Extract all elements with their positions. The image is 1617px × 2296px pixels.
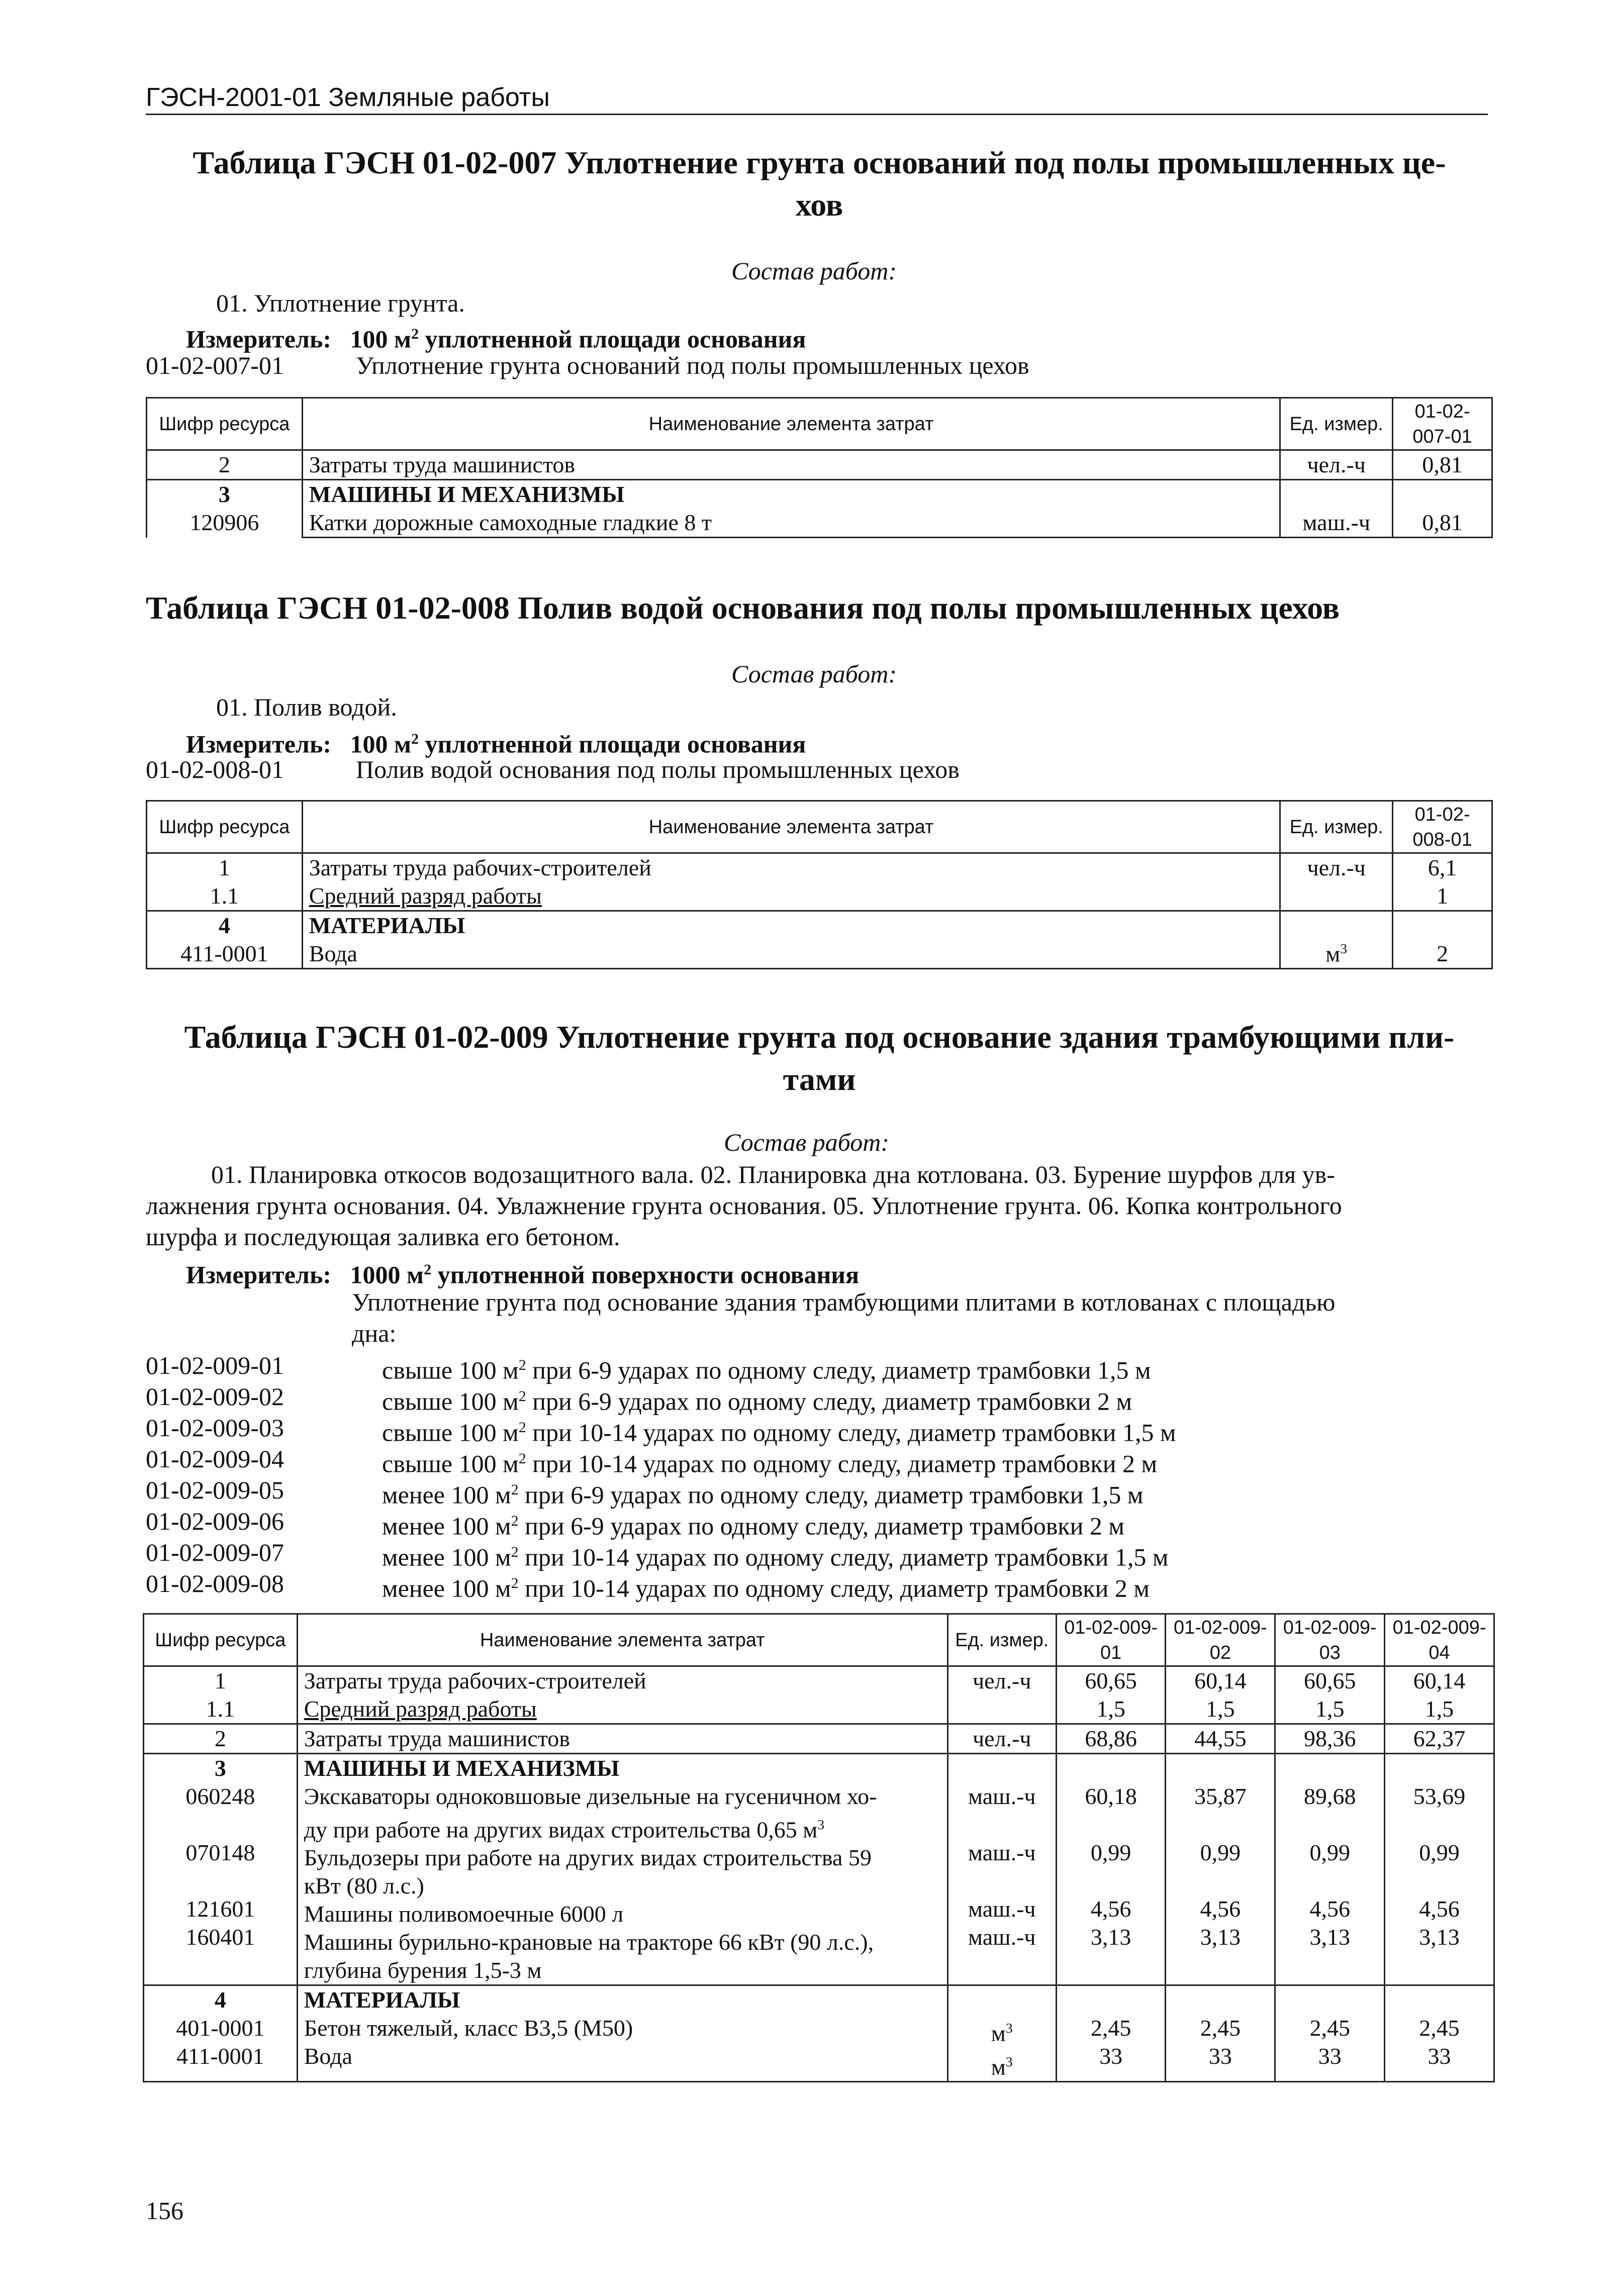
row-value: 98,36 [1275,1724,1385,1754]
spec-row [146,1381,284,1412]
spec-row [146,1350,284,1381]
value: 2,45 [1309,2015,1350,2041]
row-unit [1280,911,1393,969]
t9-title-line2: тами [783,1061,856,1097]
resource-name-part: ду при работе на других видах строительства 0,65 м [304,1817,818,1843]
value: 60,18 [1085,1783,1137,1809]
spec-sup: 2 [518,1419,526,1436]
t7-measure [186,319,806,355]
resource-code: 121601 [185,1896,255,1922]
spec-code: 01-02-009-06 [146,1507,284,1535]
unit-sup: 3 [1005,2053,1013,2069]
header-divider [146,114,1488,115]
t9-measure [186,1254,859,1290]
t8-head-name: Наименование элемента затрат [302,801,1280,853]
table-row [144,1724,1494,1754]
row-name [297,1985,947,2082]
value: 3,13 [1309,1924,1350,1950]
spec-code: 01-02-009-07 [146,1538,284,1566]
resource-name: Средний разряд работы [309,883,542,909]
t7-head-code: Шифр ресурса [147,398,303,450]
resource-code: 1 [218,855,230,880]
t9-head-col: 01-02-009-02 [1166,1614,1275,1666]
spec-desc [382,1568,1150,1604]
t7-title-line2: хов [795,187,843,223]
row-value [1166,1754,1275,1985]
row-value: 0,81 [1393,450,1492,480]
spec-code: 01-02-009-02 [146,1382,284,1411]
resource-name: Катки дорожные самоходные гладкие 8 т [309,510,712,535]
t7-measure-pre: 100 м [350,325,412,353]
spec-pre: свыше 100 м [382,1418,519,1447]
spec-row [146,1412,284,1443]
t8-table [146,800,1493,969]
t9-measure-pre: 1000 м [350,1260,424,1289]
spec-post: при 6-9 ударах по одному следу, диаметр трамбовки 2 м [525,1512,1124,1540]
row-code [147,911,303,969]
row-value [1385,1754,1494,1985]
value: 3,13 [1200,1924,1241,1950]
value: 33 [1428,2043,1451,2069]
t9-header-row [144,1614,1494,1666]
resource-name: глубина бурения 1,5-3 м [304,1957,542,1983]
t7-table [146,397,1493,538]
resource-code: 411-0001 [176,2043,264,2069]
t9-work [146,1159,1493,1252]
spec-code: 01-02-009-04 [146,1445,284,1473]
section-code: 3 [218,481,230,507]
value: 35,87 [1194,1783,1247,1809]
resource-name: Затраты труда рабочих-строителей [309,855,651,880]
row-name: Затраты труда машинистов [302,450,1280,480]
value: 60,65 [1303,1668,1356,1693]
spec-sup: 2 [518,1388,526,1405]
t9-intro-line: дна: [352,1319,397,1347]
t9-title-line1: Таблица ГЭСН 01-02-009 Уплотнение грунта под основание здания трамбующими пли- [184,1019,1455,1055]
t7-head-unit: Ед. измер. [1280,398,1393,450]
t8-title: Таблица ГЭСН 01-02-008 Полив водой основания под полы промышленных цехов [146,590,1340,626]
running-header: ГЭСН-2001-01 Земляные работы [146,83,550,112]
t9-head-code: Шифр ресурса [144,1614,298,1666]
t9-measure-sup: 2 [424,1261,432,1278]
value: 4,56 [1200,1896,1241,1922]
t9-measure-post: уплотненной поверхности основания [437,1260,860,1289]
spec-desc [382,1412,1176,1448]
row-code [147,853,303,911]
row-value [1385,1666,1494,1724]
unit: маш.-ч [968,1783,1036,1809]
value: 33 [1099,2043,1123,2069]
spec-post: при 6-9 ударах по одному следу, диаметр трамбовки 1,5 м [532,1356,1151,1384]
row-unit: чел.-ч [1280,853,1393,911]
t7-measure-label: Измеритель: [186,325,332,353]
row-unit: чел.-ч [947,1666,1056,1724]
t9-head-name: Наименование элемента затрат [297,1614,947,1666]
t7-head-name: Наименование элемента затрат [302,398,1280,450]
resource-code: 120906 [189,510,259,535]
spec-desc [382,1474,1144,1511]
t9-table [143,1613,1495,2082]
t9-composition: Состав работ: [724,1128,890,1156]
section-name: МАШИНЫ И МЕХАНИЗМЫ [304,1755,620,1781]
t7-header-row [147,398,1492,450]
row-unit [947,1985,1056,2082]
value: 1 [1437,883,1449,909]
value: 53,69 [1413,1783,1466,1809]
resource-code: 1 [214,1668,226,1693]
t9-work-line: 01. Планировка откосов водозащитного вала. 02. Планировка дна котлована. 03. Бурение шурфов для ув- [211,1160,1335,1188]
resource-name: Средний разряд работы [304,1696,537,1722]
value: 1,5 [1315,1696,1345,1722]
spec-pre: свыше 100 м [382,1356,519,1384]
spec-row [146,1506,284,1537]
resource-name: Бульдозеры при работе на других видах строительства 59 [304,1845,872,1871]
value: 3,13 [1090,1924,1131,1950]
value: 2,45 [1200,2015,1241,2041]
table-row [147,450,1492,480]
unit-sup: 3 [1340,940,1348,956]
spec-sup: 2 [511,1481,519,1498]
row-code [147,480,303,538]
section-name: МАТЕРИАЛЫ [304,1987,460,2013]
row-name [302,853,1280,911]
t8-work: 01. Полив водой. [216,693,397,721]
spec-desc [382,1537,1169,1573]
row-code [144,1666,298,1724]
resource-name: Экскаваторы одноковшовые дизельные на гусеничном хо- [304,1783,877,1809]
row-name [302,911,1280,969]
spec-desc [382,1381,1132,1417]
page-number: 156 [146,2197,183,2225]
table-row [147,480,1492,538]
spec-row [146,1443,284,1474]
t8-measure-sup: 2 [411,731,419,747]
value: 89,68 [1303,1783,1356,1809]
spec-sup: 2 [511,1544,519,1560]
row-value: 2 [1393,911,1492,969]
value: 6,1 [1428,855,1457,880]
t9-work-line: лажнения грунта основания. 04. Увлажнение грунта основания. 05. Уплотнение грунта. 06. Копка контрольного [146,1191,1342,1220]
t8-head-unit: Ед. измер. [1280,801,1393,853]
spec-pre: менее 100 м [382,1543,511,1571]
row-value [1056,1754,1166,1985]
resource-name: Затраты труда рабочих-строителей [304,1668,646,1693]
spec-post: при 6-9 ударах по одному следу, диаметр трамбовки 1,5 м [525,1480,1144,1509]
row-unit: маш.-ч [1280,480,1393,538]
unit: маш.-ч [968,1896,1036,1922]
table-row [147,853,1492,911]
unit [955,2048,1050,2081]
unit: м [1325,941,1341,966]
row-name [297,1666,947,1724]
t7-title-line1: Таблица ГЭСН 01-02-007 Уплотнение грунта оснований под полы промышленных це- [193,145,1446,180]
value: 3,13 [1419,1924,1460,1950]
resource-name: Бетон тяжелый, класс В3,5 (М50) [304,2015,633,2041]
resource-code: 401-0001 [176,2015,265,2041]
row-unit: чел.-ч [947,1724,1056,1754]
spec-pre: менее 100 м [382,1574,511,1603]
value: 0,99 [1419,1840,1460,1865]
row-value: 0,81 [1393,480,1492,538]
row-value [1393,853,1492,911]
section-name: МАШИНЫ И МЕХАНИЗМЫ [309,481,625,507]
resource-code: 160401 [185,1924,255,1950]
t8-code-desc: Полив водой основания под полы промышленных цехов [356,755,960,783]
t9-intro-line: Уплотнение грунта под основание здания трамбующими плитами в котлованах с площадью [352,1288,1336,1316]
value: 0,99 [1200,1840,1241,1865]
row-value: 62,37 [1385,1724,1494,1754]
spec-pre: менее 100 м [382,1512,511,1540]
row-value [1275,1666,1385,1724]
row-value [1275,1985,1385,2082]
row-value [1166,1985,1275,2082]
unit-text: м [991,2053,1006,2079]
spec-code: 01-02-009-01 [146,1351,284,1379]
row-value [1166,1666,1275,1724]
resource-name [304,1811,941,1844]
row-code: 2 [144,1724,298,1754]
t7-composition: Состав работ: [731,257,897,285]
unit-sup: 3 [1005,2020,1013,2036]
value: 4,56 [1090,1896,1131,1922]
t8-head-col: 01-02-008-01 [1393,801,1492,853]
t8-header-row [147,801,1492,853]
t7-code: 01-02-007-01 [146,351,284,379]
table-row [144,1666,1494,1724]
value: 4,56 [1309,1896,1350,1922]
spec-sup: 2 [518,1450,526,1467]
t9-head-col: 01-02-009-03 [1275,1614,1385,1666]
spec-desc [382,1350,1151,1386]
t9-title [146,1016,1493,1101]
table-row [147,911,1492,969]
t9-intro [352,1286,1493,1349]
spec-row [146,1537,284,1568]
value: 1,5 [1206,1696,1235,1722]
resource-name: Машины бурильно-крановые на тракторе 66 кВт (90 л.с.), [304,1929,874,1955]
row-value [1056,1985,1166,2082]
spec-code: 01-02-009-08 [146,1569,284,1598]
row-unit [947,1754,1056,1985]
spec-desc [382,1443,1157,1479]
t9-work-line: шурфа и последующая заливка его бетоном. [146,1223,620,1251]
row-name [302,480,1280,538]
unit-sup: 3 [817,1817,825,1832]
spec-desc [382,1506,1124,1542]
row-value [1275,1754,1385,1985]
resource-code: 1.1 [206,1696,235,1722]
section-code: 4 [214,1987,226,2013]
resource-name: Машины поливомоечные 6000 л [304,1901,624,1927]
row-code: 2 [147,450,303,480]
unit [955,2014,1050,2047]
spec-pre: менее 100 м [382,1480,511,1509]
t7-work: 01. Уплотнение грунта. [216,289,465,317]
spec-sup: 2 [511,1575,519,1591]
spec-post: при 10-14 ударах по одному следу, диаметр трамбовки 1,5 м [532,1418,1176,1447]
spec-pre: свыше 100 м [382,1387,519,1416]
spec-row [146,1568,284,1599]
value: 4,56 [1419,1896,1460,1922]
resource-name: Вода [309,941,357,966]
value: 33 [1208,2043,1232,2069]
value: 2,45 [1090,2015,1131,2041]
spec-sup: 2 [518,1357,526,1373]
row-value [1385,1985,1494,2082]
table-row [144,1754,1494,1985]
spec-post: при 10-14 ударах по одному следу, диаметр трамбовки 2 м [532,1449,1158,1478]
unit-text: м [991,2020,1006,2046]
unit: маш.-ч [968,1924,1036,1950]
resource-code: 060248 [185,1783,255,1809]
value: 33 [1318,2043,1342,2069]
t7-measure-sup: 2 [411,326,419,342]
t8-code: 01-02-008-01 [146,755,284,783]
row-name [297,1754,947,1985]
t8-head-code: Шифр ресурса [147,801,303,853]
spec-code: 01-02-009-05 [146,1476,284,1504]
value: 0,99 [1090,1840,1131,1865]
value: 0,99 [1309,1840,1350,1865]
value: 2,45 [1419,2015,1460,2041]
section-code: 3 [214,1755,226,1781]
value: 60,65 [1085,1668,1137,1693]
t9-measure-label: Измеритель: [186,1260,332,1289]
value: 60,14 [1194,1668,1247,1693]
row-value: 44,55 [1166,1724,1275,1754]
spec-post: при 6-9 ударах по одному следу, диаметр трамбовки 2 м [532,1387,1132,1416]
spec-row [146,1474,284,1506]
resource-name: кВт (80 л.с.) [304,1873,424,1899]
t9-head-unit: Ед. измер. [947,1614,1056,1666]
spec-post: при 10-14 ударах по одному следу, диаметр трамбовки 2 м [525,1574,1150,1603]
resource-code: 411-0001 [180,941,268,966]
row-unit: чел.-ч [1280,450,1393,480]
t7-measure-post: уплотненной площади основания [425,325,806,353]
value: 60,14 [1413,1668,1466,1693]
spec-sup: 2 [511,1513,519,1529]
row-name: Затраты труда машинистов [297,1724,947,1754]
table-row [144,1985,1494,2082]
value: 1,5 [1424,1696,1454,1722]
row-code [144,1754,298,1985]
t7-title [146,142,1493,226]
t7-code-desc: Уплотнение грунта оснований под полы промышленных цехов [356,351,1029,379]
t9-head-col: 01-02-009-01 [1056,1614,1166,1666]
t8-measure-post: уплотненной площади основания [425,730,806,758]
resource-code: 070148 [185,1840,255,1865]
t7-head-col: 01-02-007-01 [1393,398,1492,450]
section-name: МАТЕРИАЛЫ [309,913,465,938]
row-value: 68,86 [1056,1724,1166,1754]
unit: маш.-ч [968,1840,1036,1865]
t9-head-col: 01-02-009-04 [1385,1614,1494,1666]
resource-name: Вода [304,2043,352,2069]
row-code [144,1985,298,2082]
section-code: 4 [218,913,230,938]
t8-composition: Состав работ: [731,660,897,688]
value: 1,5 [1096,1696,1125,1722]
spec-post: при 10-14 ударах по одному следу, диаметр трамбовки 1,5 м [525,1543,1169,1571]
t8-measure-label: Измеритель: [186,730,332,758]
spec-pre: свыше 100 м [382,1449,519,1478]
resource-code: 1.1 [210,883,239,909]
spec-code: 01-02-009-03 [146,1414,284,1442]
t8-measure-pre: 100 м [350,730,412,758]
row-value [1056,1666,1166,1724]
